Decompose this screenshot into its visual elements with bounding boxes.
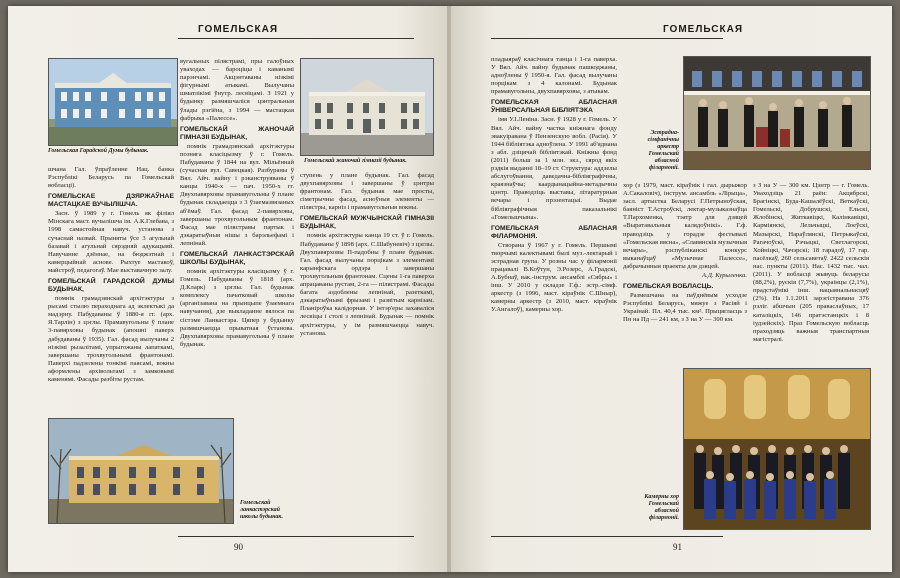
paragraph: помнік архітэктуры класіцызму ў г. Гомель. Пабудаваны ў 1818 (арх. Д.Кларк) з цэглы. Гал. будынак комплексу пачатковай школы (арганізавана на прынцыпе ўзаемнага навучання), дзе выкладанне вялося па сістэме Ланкастэра. Цяпер у будынку размяшчаецца прыватная ўстанова. Двухпавярховы прамавугольны ў плане будынак.	[180, 267, 294, 348]
caption-orchestra: Эстрадна-сімфанічны аркестр Гомельскай абласной філармоніі.	[647, 130, 679, 171]
left-page	[8, 6, 449, 572]
caption-choir: Камерны хор Гомельскай абласной філармоніі.	[644, 494, 679, 521]
left-column-2	[180, 58, 294, 410]
paragraph: імя У.І.Леніна. Засн. ў 1928 у г. Гомель. У Вял. Айч. вайну частка кніжнага фонду эвакуіравана ў Пензенскую вобл. (Расія). У 1944 бібліятэка адноўлена. У 1991 аб'яднана з абл. дзіцячай бібліятэкай. Кніжны фонд (2011) больш за 1 млн. экз., сярод якіх рэдкія выданні 18–19 ст. Структура: аддзелы абслугоўвання, даведачна-бібліяграфічны, краязнаўчы; каардынацыйна-метадычны цэнтр. Праводзіць выставы, літаратурныя вечары і прэзентацыі. Выдае бібліяграфічныя паказальнікі «Гомельшчына».	[491, 116, 617, 221]
left-column-1	[48, 166, 174, 412]
paragraph: Засн. ў 1989 у г. Гомель як філіял Мінскага маст. вучылішча ім. А.К.Глебава, з 1998 самастойная навуч. установа з сучаснай назвай. Прыняты ўсе 3 агульнай базавай і агульнай сярэдняй адукацыяй. Навучанне дзённае, на бюджэтнай і камерцыйнай аснове. Рыхтуе мастакоў, майстроў, педагогаў. Мае выставачную залу.	[48, 210, 174, 274]
page-number: 90	[234, 542, 243, 552]
book-spread	[8, 6, 892, 572]
caption-lancaster-school: Гомельскай ланкастэрскай школы будынак.	[240, 500, 283, 520]
paragraph: пладыяраў класічнага танца і 1-га паверха. У Вял. Айч. вайну будынак пашкоджаны, адноўлены ў 1950-я. Гал. фасад вылучаны порцікам з 4 калонамі. Будынак прамавугольны, двухпавярховы, з атыкам.	[491, 56, 617, 96]
caption-city-duma: Гомельская Гарадской Думы будынак.	[48, 148, 149, 154]
entry-heading: ГОМЕЛЬСКАЙ МУЖЧЫНСКАЙ ГІМНАЗІІ БУДЫНАК,	[300, 215, 434, 231]
right-column-1	[491, 56, 617, 530]
paragraph: помнік грамадзянскай архітэктуры позняга класіцызму ў г. Гомель. Пабудаваны ў 1844 на вул. Мільённай (сучасная вул. Савецкая). Разбураны ў Вял. Айч. вайну і рэканструяваны ў канцы 1940-х — пач. 1950-х гг. Двухпавярховы прамавугольны ў плане будынак складаецца з 3 ўзаемазвязаных аб'ёмаў. Гал. фасад 2-павярховы, завершаны трохвугольным франтонам. Фасад мае пілястравы партык і дэкаратыўныя нішы з барэльефамі і лепнінай.	[180, 142, 294, 247]
entry-heading: ГОМЕЛЬСКАЯ ВОБЛАСЦЬ.	[623, 283, 714, 291]
running-head: ГОМЕЛЬСКАЯ	[198, 24, 279, 35]
entry-heading: ГОМЕЛЬСКАЙ ГАРАДСКОЙ ДУМЫ БУДЫНАК,	[48, 278, 174, 294]
paragraph: з З на У — 300 км. Цэнтр — г. Гомель. Уваходзіць 21 раён: Акцябрскі, Брагінскі, Буда-Кашалёўскі, Веткаўскі, Гомельскі, Добрушскі, Ельскі, Жлобінскі, Житкавіцкі, Калінкавіцкі, Карміянскі, Лельчыцкі, Лоеўскі, Мазырскі, Нараўлянскі, Петрыкаўскі, Рагачоўскі, Рэчыцкі, Светлагорскі, Хойніцкі, Чачэрскі; 18 гарадоў, 17 гар. пасёлкаў, 260 сельсаветаў. 2422 сельскія нас. пункты (2011). Нас. 1432 тыс. чал. (2011). У вобласці жывуць беларусы (88,2%), рускія (7,7%), украінцы (2,1%), прадстаўнікі інш. нацыянальнасцяў (2%). На 1.1.2011 зарэгістравана 376 рэліг. абшчын (205 праваслаўных, 17 каталіцкіх, 146 пратэстанцкіх і 8 іудзейскіх). Праз Гомельскую вобласць праходзяць важныя транспартныя магістралі.	[753, 182, 869, 343]
running-head: ГОМЕЛЬСКАЯ	[663, 24, 744, 35]
orchestra-photo	[683, 56, 871, 170]
entry-heading: ГОМЕЛЬСКАЙ ЛАНКАСТЭРСКАЙ ШКОЛЫ БУДЫНАК,	[180, 250, 294, 266]
left-column-3	[300, 172, 434, 530]
entry-heading: ГОМЕЛЬСКАЙ ЖАНОЧАЙ ГІМНАЗІІ БУДЫНАК,	[180, 125, 294, 141]
right-column-3	[753, 182, 869, 364]
paragraph: вугальных пілястрамі, пры галоўных уваходах — бароціцы і каванымі парэнчамі. Акцэнтаваны нізкімі фігурнымі атыкамі. Вылучаны шматлікімі ўнутр. лесвіцамі. З 1921 у будынку размяшчаліся цэнтральныя ўлады рэгіёна, з 1994 — мастацкая фабрыка «Палессе».	[180, 58, 294, 122]
header-rule	[491, 38, 723, 39]
caption-women-gymnasium: Гомельскай жаночай гімназіі будынак.	[304, 158, 407, 164]
entry-heading: ГОМЕЛЬСКАЯ АБЛАСНАЯ ЎНІВЕРСАЛЬНАЯ БІБЛІЯТЭКА	[491, 99, 617, 115]
footer-rule	[178, 536, 414, 537]
header-rule	[178, 38, 414, 39]
paragraph: Размешчана на паўднёвым усходзе Рэспублікі Беларусь, мяжуе з Расіяй і Украінай. Пл. 40,4 тыс. км². Прыцягласць з Пн на Пд — 241 км, з З на У — 300 км.	[623, 292, 747, 324]
entry-heading: ГОМЕЛЬСКАЕ ДЗЯРЖАЎНАЕ МАСТАЦКАЕ ВУЧЫЛІШЧА.	[48, 193, 174, 209]
choir-photo	[683, 368, 871, 530]
paragraph: хор (з 1979, маст. кіраўнік і гал. дырыжор А.Сакаловіч), інструм. ансамбль «Лірыца», засл. артыстка Беларусі Г.Петрыноўская, баяніст Т.Астроўскі, лектар-музыказнаўца Т.Пархоменка, тэатр для дзяцей «Выратавальныя калядоўнікі». Г.ф. праводзіць у горадзе фестывалі «Гомельская вясна», «Славянскія музычныя вечары», рэспубліканскі конкурс выканаўцаў «Музычнае Палессе», дабрачынныя праекты для дзяцей.	[623, 182, 747, 270]
paragraph: шчана Гал. ўпраўленне Нац. банка Рэспублікі Беларусь па Гомельскай вобласці).	[48, 166, 174, 190]
lancaster-school-photo	[48, 418, 234, 524]
paragraph: помнік архітэктуры канца 19 ст. ў г. Гомель. Пабудаваны ў 1898 (арх. С.Шабуневіч) з цэглы. Двухпавярховы П-падобны ў плане будынак. Гал. фасад вылучаны порцікам з элементамі карынфскага ордэра і завершаны трохвугольным франтонам. Сцены 1-га паверха апрацаваны рустам, 2-га — пілястрамі. Фасады багата аздоблены лепнінай, разеткамі, дэкаратыўнымі фрызамі і развітым карнізам. Планіроўка калідорная. У інтэр'еры захаваліся лесвіцы і столі з лепнінай. Будынак — помнік архітэктуры, у ім размяшчаецца навуч. установа.	[300, 232, 434, 337]
women-gymnasium-photo	[300, 58, 434, 156]
city-duma-photo	[48, 58, 178, 146]
paragraph: Створана ў 1967 у г. Гомель. Першымі творчымі калектывамі былі муз.-лектарый і эстрадная група. У розны час у філармоніі працавалі В.Коўтун, Э.Розерс, А.Градскі, А.Бубнаў, вак.-інструм. ансамблі «Сябры» і інш. У 2010 у складзе Г.ф.: эстр.-сімф. аркестр (з 1996, маст. кіраўнік С.Шныр), камерны аркестр (з 2010, маст. кіраўнік У.Ангалоў), камерны хор.	[491, 241, 617, 314]
right-column-2	[623, 182, 747, 364]
right-page	[451, 6, 892, 572]
paragraph: помнік грамадзянскай архітэктуры з рысамі стылю пераходнага ад эклектыкі да мадэрну. Пабудаваны ў 1880-я гг. (арх. Я.Тарлін) з цэглы. Прамавугольны ў плане 3-павярховы будынак (апошні паверх дабудаваны ў 1935). Гал. фасад вылучаны 2 нізкімі рызалітамі, упрыгожаны лапаткамі, завершаны трохвугольнымі франтонамі. Паверхі падзелены тонкімі паясамі, вокны аформлены архівольтамі з замковымі каменямі. Фасады разбіты рустам.	[48, 295, 174, 383]
author-signature: А.Д. Курыленка.	[702, 272, 747, 280]
page-number: 91	[673, 542, 682, 552]
footer-rule	[491, 536, 723, 537]
paragraph: ступень у плане будынак. Гал. фасад двухпавярховы і завершаны ў цэнтры франтонам. Гал. будынак мае просты, сіметрычны фасад, асноўныя элементы — пілястры, карніз і прамавугольныя вокны.	[300, 172, 434, 212]
entry-heading: ГОМЕЛЬСКАЯ АБЛАСНАЯ ФІЛАРМОНІЯ.	[491, 224, 617, 240]
